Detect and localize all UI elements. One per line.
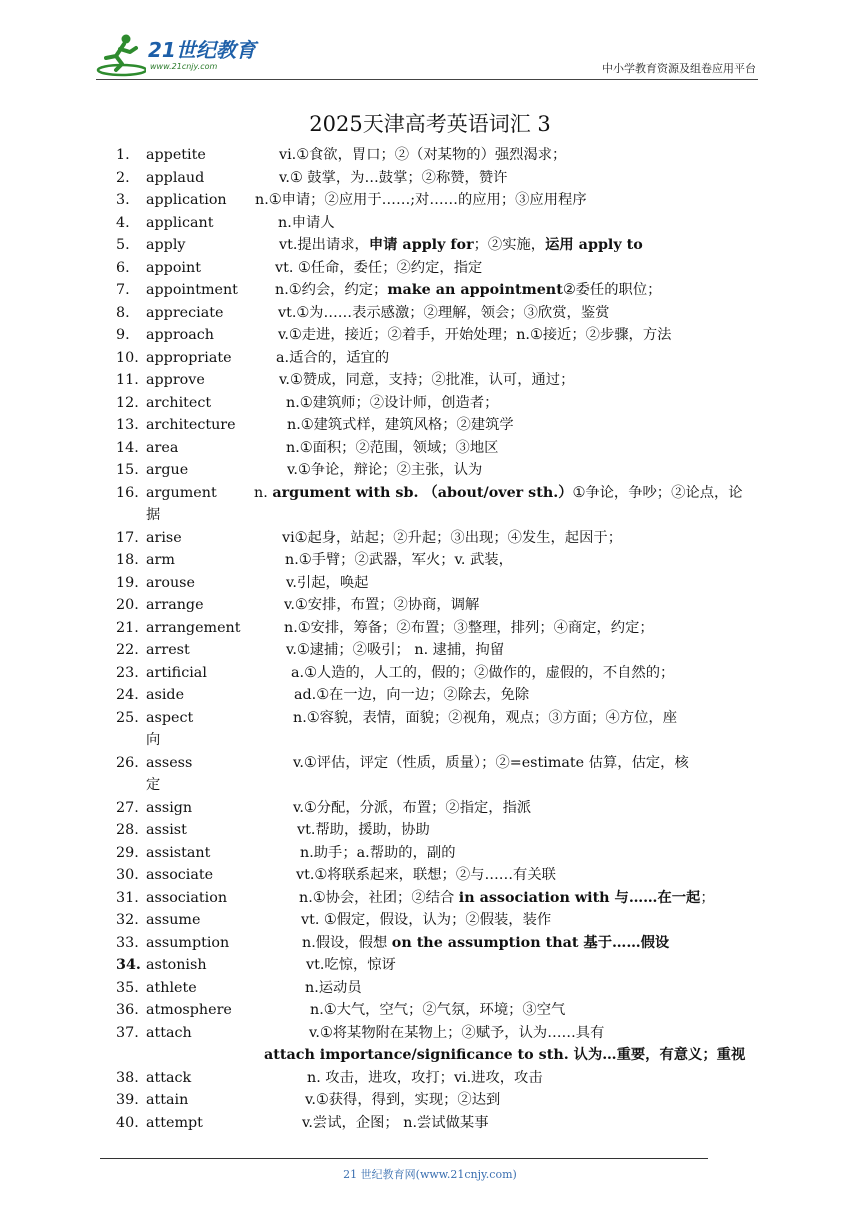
- entry-number: 4.: [116, 214, 130, 231]
- entry-number: 30.: [116, 867, 139, 883]
- entry-definition: v.①逮捕；②吸引； n. 逮捕，拘留: [286, 642, 505, 658]
- definition-continuation: 向: [146, 732, 161, 748]
- entry-word: argument: [146, 484, 217, 501]
- entry-definition: attach importance/significance to sth. 认为…重要，有意义；重视: [264, 1047, 746, 1063]
- entry-number: 23.: [116, 664, 139, 681]
- entry-word: assume: [146, 912, 201, 928]
- document-title: 2025天津高考英语词汇 3: [309, 112, 551, 136]
- entry-definition: n.假设，假想 on the assumption that 基于……假设: [302, 934, 670, 951]
- entry-number: 39.: [116, 1092, 139, 1108]
- entry-definition: n. argument with sb. （about/over sth.）①争论，争吵；②论点，论: [254, 484, 743, 501]
- entry-definition: v.引起，唤起: [286, 574, 369, 591]
- entry-number: 25.: [116, 709, 139, 726]
- entry-number: 24.: [116, 687, 139, 703]
- logo-text: 21世纪教育: [148, 38, 256, 62]
- entry-number: 19.: [116, 574, 139, 591]
- entry-word: arouse: [146, 574, 195, 591]
- entry-word: applaud: [146, 169, 205, 186]
- entry-definition: n.①申请；②应用于……;对……的应用；③应用程序: [255, 192, 587, 208]
- entry-word: approve: [146, 372, 205, 388]
- entry-definition: v.①安排，布置；②协商，调解: [284, 597, 480, 613]
- entry-definition: v.① 鼓掌，为…鼓掌；②称赞，赞许: [279, 169, 508, 186]
- entry-number: 40.: [116, 1114, 139, 1131]
- entry-definition: vt.①将联系起来，联想；②与……有关联: [296, 867, 556, 883]
- page-header: [0, 0, 860, 86]
- entry-definition: v.①走进，接近；②着手，开始处理；n.①接近；②步骤，方法: [278, 327, 672, 343]
- entry-word: arm: [146, 552, 175, 568]
- entry-definition: n.运动员: [305, 979, 362, 996]
- entry-number: 29.: [116, 844, 139, 861]
- entry-definition: v.①评估，评定（性质，质量）；②=estimate 估算，估定，核: [293, 754, 689, 771]
- entry-word: attain: [146, 1092, 189, 1108]
- entry-number: 15.: [116, 462, 139, 478]
- entry-definition: vt.吃惊，惊讶: [306, 957, 396, 973]
- entry-number: 22.: [116, 642, 139, 658]
- entry-number: 13.: [116, 417, 139, 433]
- footer-divider: [100, 1158, 708, 1159]
- entry-number: 34.: [116, 957, 141, 973]
- entry-number: 6.: [116, 259, 130, 276]
- site-logo[interactable]: [96, 32, 266, 80]
- entry-number: 33.: [116, 934, 139, 951]
- entry-word: aside: [146, 687, 185, 703]
- entry-number: 26.: [116, 754, 139, 771]
- entry-word: athlete: [146, 979, 197, 996]
- entry-word: aspect: [146, 709, 194, 726]
- entry-definition: v.①将某物附在某物上；②赋予，认为……具有: [309, 1024, 605, 1041]
- entry-number: 11.: [116, 372, 139, 388]
- entry-word: arrangement: [146, 619, 241, 636]
- entry-definition: v.尝试，企图； n.尝试做某事: [302, 1114, 489, 1131]
- definition-continuation: 据: [146, 507, 161, 523]
- entry-number: 8.: [116, 304, 130, 321]
- definition-continuation: 定: [146, 777, 161, 793]
- entry-number: 17.: [116, 529, 139, 546]
- entry-definition: n.①面积；②范围，领域；③地区: [286, 439, 499, 456]
- entry-number: 1.: [116, 147, 130, 163]
- entry-word: appropriate: [146, 349, 232, 366]
- entry-definition: v.①争论，辩论；②主张，认为: [287, 462, 483, 478]
- entry-definition: n.①建筑师；②设计师，创造者；: [286, 394, 499, 411]
- entry-word: attack: [146, 1069, 192, 1086]
- entry-word: attach: [146, 1024, 192, 1041]
- entry-word: astonish: [146, 957, 207, 973]
- logo-url: www.21cnjy.com: [150, 62, 218, 71]
- entry-word: atmosphere: [146, 1002, 232, 1018]
- entry-word: applicant: [146, 214, 214, 231]
- entry-definition: vt. ①假定，假设，认为；②假装，装作: [301, 912, 552, 928]
- entry-definition: vt. ①任命，委任；②约定，指定: [275, 259, 483, 276]
- entry-number: 31.: [116, 889, 139, 906]
- entry-number: 12.: [116, 394, 139, 411]
- entry-word: appreciate: [146, 304, 224, 321]
- entry-definition: vt.①为……表示感激；②理解，领会；③欣赏，鉴赏: [278, 304, 610, 321]
- entry-definition: vt.帮助，援助，协助: [297, 822, 430, 838]
- entry-number: 38.: [116, 1069, 139, 1086]
- entry-definition: n.①建筑式样，建筑风格；②建筑学: [287, 417, 514, 433]
- footer-link[interactable]: 21 世纪教育网(www.21cnjy.com): [343, 1168, 517, 1181]
- entry-number: 3.: [116, 192, 130, 208]
- entry-number: 35.: [116, 979, 139, 996]
- entry-definition: n. 攻击，进攻，攻打；vi.进攻，攻击: [307, 1069, 543, 1086]
- platform-name: 中小学教育资源及组卷应用平台: [602, 62, 756, 75]
- entry-word: assess: [146, 754, 193, 771]
- entry-number: 10.: [116, 349, 139, 366]
- entry-word: assumption: [146, 934, 230, 951]
- entry-word: assist: [146, 822, 187, 838]
- entry-word: arise: [146, 529, 182, 546]
- entry-number: 18.: [116, 552, 139, 568]
- entry-word: attempt: [146, 1114, 203, 1131]
- entry-definition: ad.①在一边，向一边；②除去，免除: [294, 687, 530, 703]
- entry-word: argue: [146, 462, 189, 478]
- entry-word: architecture: [146, 417, 236, 433]
- entry-word: associate: [146, 867, 214, 883]
- entry-definition: n.①安排，筹备；②布置；③整理，排列；④商定，约定；: [284, 619, 654, 636]
- entry-definition: n.①大气，空气；②气氛，环境；③空气: [310, 1002, 566, 1018]
- entry-word: association: [146, 889, 228, 906]
- entry-definition: n.申请人: [278, 214, 335, 231]
- entry-word: arrest: [146, 642, 190, 658]
- entry-definition: vi.①食欲，胃口；②（对某物的）强烈渴求；: [279, 147, 567, 163]
- entry-word: apply: [146, 237, 186, 253]
- entry-word: appointment: [146, 282, 238, 298]
- entry-definition: v.①获得，得到，实现；②达到: [305, 1092, 501, 1108]
- entry-word: appoint: [146, 259, 201, 276]
- entry-definition: vt.提出请求，申请 apply for；②实施，运用 apply to: [279, 237, 643, 253]
- entry-number: 27.: [116, 799, 139, 816]
- entry-number: 32.: [116, 912, 139, 928]
- entry-word: application: [146, 192, 227, 208]
- runner-logo-icon: [96, 32, 146, 78]
- entry-number: 5.: [116, 237, 130, 253]
- entry-definition: v.①赞成，同意，支持；②批准，认可，通过；: [279, 372, 575, 388]
- entry-number: 7.: [116, 282, 130, 298]
- entry-word: architect: [146, 394, 212, 411]
- entry-number: 14.: [116, 439, 139, 456]
- entry-number: 2.: [116, 169, 130, 186]
- entry-definition: v.①分配，分派，布置；②指定，指派: [293, 799, 532, 816]
- entry-definition: n.①约会，约定；make an appointment②委任的职位；: [275, 282, 662, 298]
- entry-number: 28.: [116, 822, 139, 838]
- entry-number: 37.: [116, 1024, 139, 1041]
- entry-definition: n.①协会，社团；②结合 in association with 与……在一起；: [299, 889, 715, 906]
- entry-definition: n.助手；a.帮助的，副的: [300, 844, 456, 861]
- header-divider: [96, 79, 758, 80]
- entry-word: approach: [146, 327, 215, 343]
- entry-word: assistant: [146, 844, 211, 861]
- entry-number: 20.: [116, 597, 139, 613]
- entry-word: appetite: [146, 147, 206, 163]
- entry-number: 9.: [116, 327, 130, 343]
- entry-word: assign: [146, 799, 193, 816]
- entry-word: artificial: [146, 664, 207, 681]
- entry-number: 21.: [116, 619, 139, 636]
- entry-definition: vi①起身，站起；②升起；③出现；④发生，起因于；: [282, 529, 622, 546]
- entry-definition: n.①容貌，表情，面貌；②视角，观点；③方面；④方位，座: [293, 709, 677, 726]
- entry-number: 16.: [116, 484, 139, 501]
- entry-definition: a.适合的，适宜的: [276, 349, 390, 366]
- entry-number: 36.: [116, 1002, 139, 1018]
- entry-word: area: [146, 439, 179, 456]
- entry-word: arrange: [146, 597, 204, 613]
- entry-definition: n.①手臂；②武器，军火；v. 武装，: [285, 552, 513, 568]
- entry-definition: a.①人造的，人工的，假的；②做作的，虚假的，不自然的；: [291, 664, 675, 681]
